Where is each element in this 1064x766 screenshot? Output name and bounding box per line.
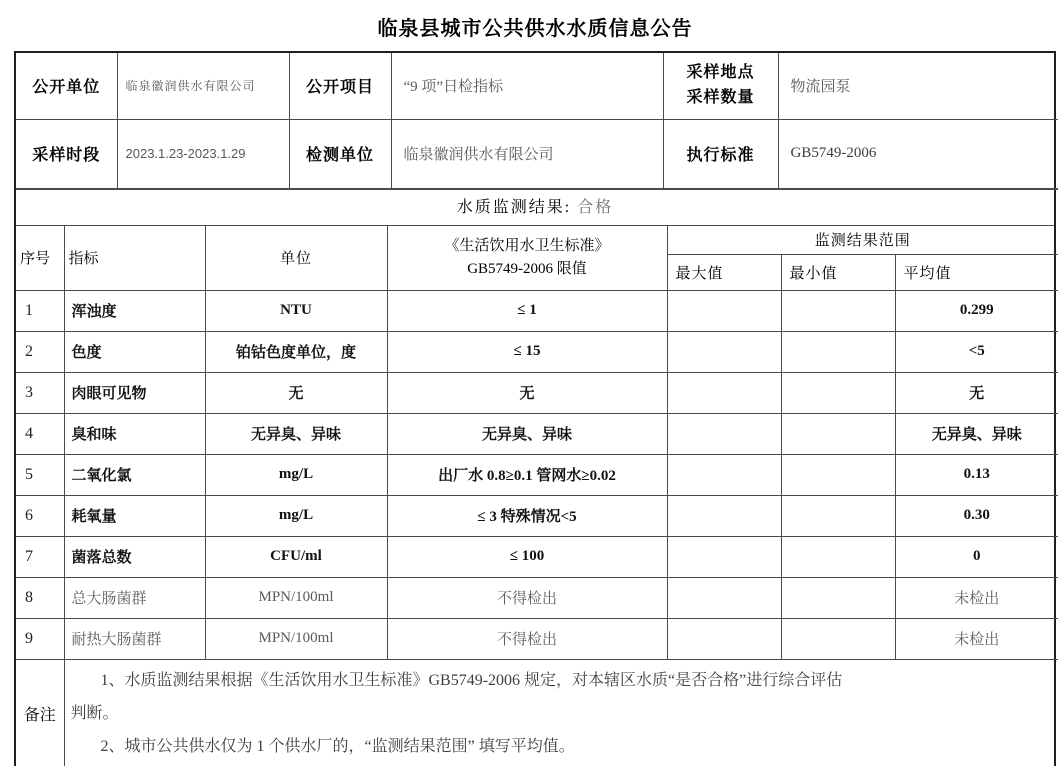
indicator-cell: 耗氧量 (64, 495, 205, 536)
table-row (16, 577, 1058, 618)
table-row (16, 290, 1058, 331)
row-index-cell: 2 (16, 331, 64, 372)
min-value-cell (781, 495, 895, 536)
min-value-cell (781, 454, 895, 495)
min-value-cell (781, 577, 895, 618)
max-value-cell (667, 454, 781, 495)
max-value-cell (667, 413, 781, 454)
max-value-cell (667, 290, 781, 331)
limit-cell: 无 (387, 372, 667, 413)
sampling-site-label (663, 53, 778, 119)
open-unit-label: 公开单位 (16, 53, 117, 119)
indicator-cell: 臭和味 (64, 413, 205, 454)
table-row (16, 331, 1058, 372)
unit-cell: 无 (205, 372, 387, 413)
sampling-period-value: 2023.1.23-2023.1.29 (117, 119, 289, 189)
limit-cell: ≤ 15 (387, 331, 667, 372)
indicator-cell: 菌落总数 (64, 536, 205, 577)
remark-line-2: 判断。 (70, 704, 119, 722)
result-banner (16, 190, 1054, 226)
max-value-cell (667, 331, 781, 372)
remarks-body (64, 660, 1058, 766)
unit-cell: CFU/ml (205, 536, 387, 577)
row-index-cell: 7 (16, 536, 64, 577)
table-row (16, 372, 1058, 413)
sampling-quantity-label-line2: 采样数量 (686, 88, 755, 106)
remark-line-1: 1、水质监测结果根据《生活饮用水卫生标准》GB5749-2006 规定，对本辖区水质“是否合格”进行综合评估 (100, 671, 843, 689)
unit-cell: 无异臭、异味 (205, 413, 387, 454)
column-header-index: 序号 (16, 226, 64, 290)
open-unit-value: 临泉徽润供水有限公司 (117, 53, 289, 119)
min-value-cell (781, 536, 895, 577)
max-value-cell (667, 495, 781, 536)
limit-cell: 不得检出 (387, 577, 667, 618)
table-row (16, 618, 1058, 659)
standard-value: GB5749-2006 (778, 119, 1058, 189)
sampling-site-label-line1: 采样地点 (686, 63, 755, 81)
row-index-cell: 5 (16, 454, 64, 495)
indicator-table (16, 226, 1058, 660)
row-index-cell: 3 (16, 372, 64, 413)
avg-value-cell: 未检出 (895, 618, 1058, 659)
min-value-cell (781, 618, 895, 659)
column-header-avg: 平均值 (895, 254, 1058, 290)
limit-cell: ≤ 1 (387, 290, 667, 331)
indicator-cell: 色度 (64, 331, 205, 372)
remark-line-3: 2、城市公共供水仅为 1 个供水厂的，“监测结果范围” 填写平均值。 (100, 737, 575, 755)
avg-value-cell: 0 (895, 536, 1058, 577)
limit-cell: ≤ 100 (387, 536, 667, 577)
min-value-cell (781, 290, 895, 331)
remarks-label: 备注 (16, 660, 64, 766)
standard-label: 执行标准 (663, 119, 778, 189)
column-header-indicator: 指标 (64, 226, 205, 290)
testing-unit-label: 检测单位 (289, 119, 391, 189)
max-value-cell (667, 618, 781, 659)
open-project-value: “9 项”日检指标 (391, 53, 663, 119)
avg-value-cell: 未检出 (895, 577, 1058, 618)
avg-value-cell: <5 (895, 331, 1058, 372)
avg-value-cell: 0.30 (895, 495, 1058, 536)
indicator-cell: 浑浊度 (64, 290, 205, 331)
open-project-label: 公开项目 (289, 53, 391, 119)
announcement-table (14, 51, 1056, 766)
limit-cell: ≤ 3 特殊情况<5 (387, 495, 667, 536)
sampling-site-value: 物流园泵 (778, 53, 1058, 119)
indicator-cell: 总大肠菌群 (64, 577, 205, 618)
row-index-cell: 6 (16, 495, 64, 536)
indicator-table-body (16, 226, 1058, 659)
row-index-cell: 9 (16, 618, 64, 659)
column-header-limit-line2: GB5749-2006 限值 (467, 260, 587, 277)
avg-value-cell: 无 (895, 372, 1058, 413)
limit-cell: 不得检出 (387, 618, 667, 659)
sampling-period-label: 采样时段 (16, 119, 117, 189)
max-value-cell (667, 372, 781, 413)
avg-value-cell: 0.299 (895, 290, 1058, 331)
avg-value-cell: 无异臭、异味 (895, 413, 1058, 454)
limit-cell: 出厂水 0.8≥0.1 管网水≥0.02 (387, 454, 667, 495)
table-row (16, 536, 1058, 577)
unit-cell: MPN/100ml (205, 618, 387, 659)
unit-cell: mg/L (205, 495, 387, 536)
column-header-min: 最小值 (781, 254, 895, 290)
indicator-cell: 二氧化氯 (64, 454, 205, 495)
remarks-table (16, 660, 1058, 766)
info-table (16, 53, 1058, 190)
avg-value-cell: 0.13 (895, 454, 1058, 495)
testing-unit-value: 临泉徽润供水有限公司 (391, 119, 663, 189)
result-banner-value: 合格 (577, 199, 614, 216)
unit-cell: NTU (205, 290, 387, 331)
row-index-cell: 4 (16, 413, 64, 454)
table-row (16, 413, 1058, 454)
column-header-max: 最大值 (667, 254, 781, 290)
unit-cell: mg/L (205, 454, 387, 495)
page-title: 临泉县城市公共供水水质信息公告 (377, 18, 693, 40)
indicator-cell: 耐热大肠菌群 (64, 618, 205, 659)
min-value-cell (781, 413, 895, 454)
column-header-range-group: 监测结果范围 (667, 226, 1058, 254)
max-value-cell (667, 536, 781, 577)
column-header-unit: 单位 (205, 226, 387, 290)
indicator-cell: 肉眼可见物 (64, 372, 205, 413)
min-value-cell (781, 331, 895, 372)
limit-cell: 无异臭、异味 (387, 413, 667, 454)
table-row (16, 495, 1058, 536)
min-value-cell (781, 372, 895, 413)
row-index-cell: 8 (16, 577, 64, 618)
table-row (16, 454, 1058, 495)
row-index-cell: 1 (16, 290, 64, 331)
column-header-limit-line1: 《生活饮用水卫生标准》 (444, 238, 610, 255)
column-header-limit (387, 226, 667, 290)
max-value-cell (667, 577, 781, 618)
unit-cell: MPN/100ml (205, 577, 387, 618)
result-banner-label: 水质监测结果: (456, 199, 572, 216)
unit-cell: 铂钴色度单位，度 (205, 331, 387, 372)
